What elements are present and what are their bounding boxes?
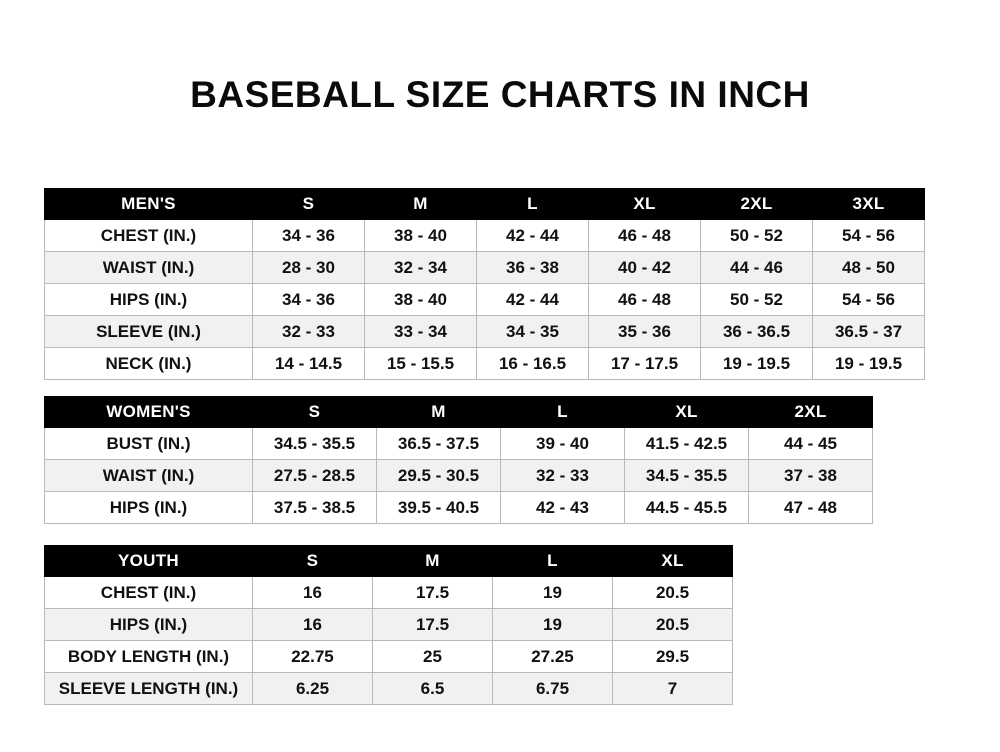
table-cell: 34 - 36 [253,220,365,252]
table-cell: 20.5 [613,577,733,609]
table-cell: 19 - 19.5 [701,348,813,380]
table-cell: 35 - 36 [589,316,701,348]
table-row [45,577,733,609]
table-cell: 34.5 - 35.5 [625,460,749,492]
youth-size-table-container [44,545,733,705]
table-cell: 6.5 [373,673,493,705]
table-row [45,348,925,380]
table-cell: 16 [253,577,373,609]
column-header: M [377,397,501,428]
table-cell: 28 - 30 [253,252,365,284]
column-header: 3XL [813,189,925,220]
row-label: HIPS (IN.) [45,284,253,316]
row-label: NECK (IN.) [45,348,253,380]
table-cell: 44 - 46 [701,252,813,284]
table-row [45,428,873,460]
column-header: 2XL [701,189,813,220]
table-cell: 34 - 36 [253,284,365,316]
column-header: S [253,397,377,428]
row-label: HIPS (IN.) [45,492,253,524]
table-row [45,673,733,705]
table-cell: 19 [493,609,613,641]
table-cell: 19 [493,577,613,609]
column-header: M [373,546,493,577]
table-cell: 6.25 [253,673,373,705]
table-cell: 42 - 44 [477,220,589,252]
column-header: M [365,189,477,220]
column-header: 2XL [749,397,873,428]
table-cell: 17.5 [373,609,493,641]
table-cell: 37.5 - 38.5 [253,492,377,524]
row-label: CHEST (IN.) [45,220,253,252]
table-cell: 38 - 40 [365,284,477,316]
column-header: S [253,189,365,220]
table-cell: 34 - 35 [477,316,589,348]
table-cell: 54 - 56 [813,220,925,252]
column-header: XL [589,189,701,220]
table-cell: 22.75 [253,641,373,673]
mens-size-table-container [44,188,925,380]
row-label: WAIST (IN.) [45,252,253,284]
table-cell: 37 - 38 [749,460,873,492]
table-cell: 41.5 - 42.5 [625,428,749,460]
womens-size-table [44,396,873,524]
table-cell: 42 - 44 [477,284,589,316]
column-header: L [493,546,613,577]
table-cell: 19 - 19.5 [813,348,925,380]
table-cell: 32 - 33 [501,460,625,492]
column-header: XL [625,397,749,428]
womens-size-table-container [44,396,873,524]
mens-size-table [44,188,925,380]
table-cell: 25 [373,641,493,673]
table-row [45,252,925,284]
table-header-row [45,397,873,428]
table-cell: 46 - 48 [589,284,701,316]
table-cell: 39 - 40 [501,428,625,460]
table-cell: 50 - 52 [701,284,813,316]
table-cell: 42 - 43 [501,492,625,524]
column-header: L [501,397,625,428]
table-row [45,460,873,492]
table-cell: 36.5 - 37.5 [377,428,501,460]
row-label: SLEEVE (IN.) [45,316,253,348]
table-cell: 16 - 16.5 [477,348,589,380]
table-row [45,220,925,252]
table-cell: 34.5 - 35.5 [253,428,377,460]
table-row [45,641,733,673]
table-cell: 48 - 50 [813,252,925,284]
table-cell: 32 - 33 [253,316,365,348]
row-label: BUST (IN.) [45,428,253,460]
table-cell: 47 - 48 [749,492,873,524]
column-header: YOUTH [45,546,253,577]
column-header: S [253,546,373,577]
table-row [45,609,733,641]
youth-size-table [44,545,733,705]
table-cell: 46 - 48 [589,220,701,252]
table-cell: 36 - 36.5 [701,316,813,348]
table-cell: 38 - 40 [365,220,477,252]
table-cell: 40 - 42 [589,252,701,284]
table-cell: 50 - 52 [701,220,813,252]
table-cell: 17 - 17.5 [589,348,701,380]
table-cell: 29.5 - 30.5 [377,460,501,492]
row-label: WAIST (IN.) [45,460,253,492]
table-header-row [45,189,925,220]
table-cell: 36.5 - 37 [813,316,925,348]
table-cell: 15 - 15.5 [365,348,477,380]
table-cell: 54 - 56 [813,284,925,316]
table-cell: 44.5 - 45.5 [625,492,749,524]
table-cell: 29.5 [613,641,733,673]
table-cell: 20.5 [613,609,733,641]
row-label: SLEEVE LENGTH (IN.) [45,673,253,705]
table-cell: 7 [613,673,733,705]
table-cell: 27.25 [493,641,613,673]
table-row [45,316,925,348]
table-cell: 39.5 - 40.5 [377,492,501,524]
table-header-row [45,546,733,577]
column-header: L [477,189,589,220]
row-label: CHEST (IN.) [45,577,253,609]
page-title: BASEBALL SIZE CHARTS IN INCH [190,74,810,115]
table-cell: 27.5 - 28.5 [253,460,377,492]
table-cell: 36 - 38 [477,252,589,284]
table-row [45,284,925,316]
column-header: WOMEN'S [45,397,253,428]
row-label: HIPS (IN.) [45,609,253,641]
row-label: BODY LENGTH (IN.) [45,641,253,673]
table-cell: 44 - 45 [749,428,873,460]
table-row [45,492,873,524]
table-cell: 33 - 34 [365,316,477,348]
table-cell: 17.5 [373,577,493,609]
table-cell: 32 - 34 [365,252,477,284]
column-header: MEN'S [45,189,253,220]
table-cell: 14 - 14.5 [253,348,365,380]
column-header: XL [613,546,733,577]
table-cell: 6.75 [493,673,613,705]
table-cell: 16 [253,609,373,641]
